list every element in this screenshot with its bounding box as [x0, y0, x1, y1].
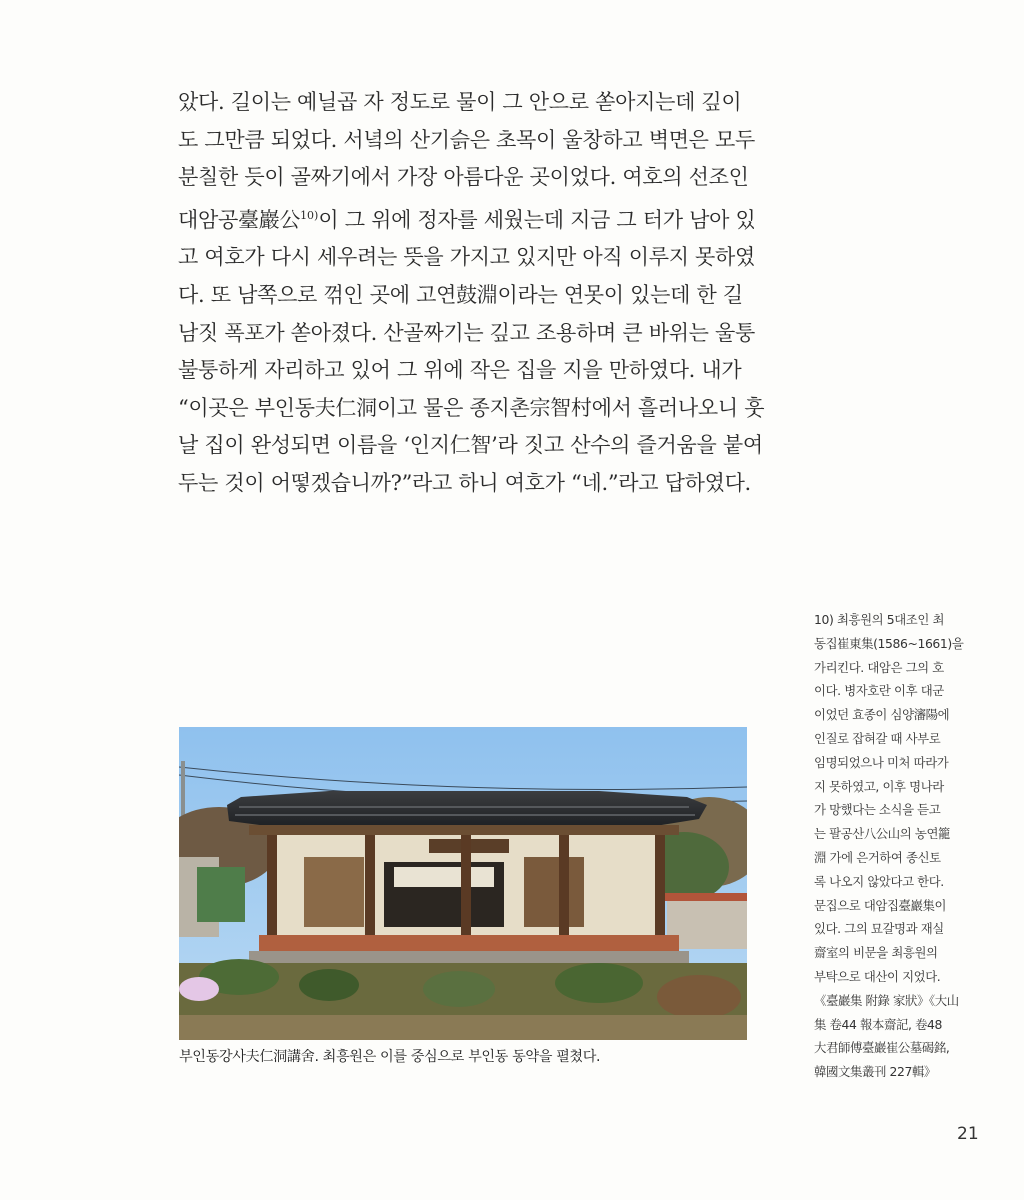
- foundation: [259, 935, 679, 953]
- body-line: 남짓 폭포가 쏟아졌다. 산골짜기는 깊고 조용하며 큰 바위는 울퉁: [178, 320, 756, 345]
- roof: [227, 791, 707, 827]
- window-panel: [394, 867, 494, 887]
- footnote-line: 문집으로 대암집臺巖集이: [814, 897, 947, 913]
- eave: [249, 825, 679, 835]
- ground: [179, 1015, 747, 1040]
- photo-caption: 부인동강사夫仁洞講舍. 최흥원은 이를 중심으로 부인동 동약을 펼쳤다.: [179, 1049, 601, 1065]
- body-line: 분칠한 듯이 골짜기에서 가장 아름다운 곳이었다. 여호의 선조인: [178, 165, 749, 190]
- pillar: [461, 835, 471, 947]
- photo-illustration: [179, 727, 747, 1040]
- footnote-line: 록 나오지 않았다고 한다.: [814, 873, 944, 889]
- footnote-reference[interactable]: 10): [300, 208, 319, 222]
- footnote-line: 가 망했다는 소식을 듣고: [814, 802, 941, 818]
- page-number: 21: [957, 1124, 979, 1144]
- body-paragraph: [178, 84, 765, 503]
- footnote-line: 10) 최흥원의 5대조인 최: [814, 612, 945, 627]
- pillar: [559, 835, 569, 947]
- pillar: [267, 835, 277, 947]
- footnote-line: 韓國文集叢刊 227輯》: [814, 1064, 936, 1080]
- body-line: 고 여호가 다시 세우려는 뜻을 가지고 있지만 아직 이루지 못하였: [178, 245, 756, 270]
- footnote: [814, 608, 984, 1084]
- shrub: [555, 963, 643, 1003]
- footnote-line: 《臺巖集 附錄 家狀》《大山: [814, 992, 959, 1008]
- shrub: [299, 969, 359, 1001]
- flowers: [179, 977, 219, 1001]
- footnote-line: 지 못하였고, 이후 명나라: [814, 778, 944, 794]
- shrub: [657, 975, 741, 1019]
- body-line: 날 집이 완성되면 이름을 ‘인지仁智’라 짓고 산수의 즐거움을 붙여: [178, 433, 763, 458]
- footnote-line: 부탁으로 대산이 지었다.: [814, 968, 941, 984]
- footnote-line: 임명되었으나 미처 따라가: [814, 754, 949, 770]
- footnote-line: 集 卷44 報本齋記, 卷48: [814, 1016, 943, 1032]
- footnote-line: 는 팔공산八公山의 농연籠: [814, 826, 951, 842]
- body-line-segment: 이 그 위에 정자를 세웠는데 지금 그 터가 남아 있: [318, 207, 756, 232]
- footnote-line: 齋室의 비문을 최흥원의: [814, 945, 938, 961]
- footnote-line: 이다. 병자호란 이후 대군: [814, 683, 944, 699]
- footnote-line: 가리킨다. 대암은 그의 호: [814, 659, 944, 675]
- body-line: 두는 것이 어떻겠습니까?”라고 하니 여호가 “네.”라고 답하였다.: [178, 470, 751, 495]
- footnote-line: 大君師傅臺巖崔公墓碣銘,: [814, 1040, 950, 1056]
- body-line: 도 그만큼 되었다. 서녘의 산기슭은 초목이 울창하고 벽면은 모두: [178, 127, 756, 152]
- footnote-line: 이었던 효종이 심양瀋陽에: [814, 707, 950, 723]
- body-line: 았다. 길이는 예닐곱 자 정도로 물이 그 안으로 쏟아지는데 깊이: [178, 90, 742, 114]
- footnote-line: 있다. 그의 묘갈명과 재실: [814, 921, 944, 937]
- pillar: [365, 835, 375, 947]
- footnote-line: 淵 가에 은거하여 종신토: [814, 849, 941, 865]
- body-line-segment: 대암공臺巖公: [178, 207, 301, 232]
- room-door: [304, 857, 364, 927]
- body-line: “이곳은 부인동夫仁洞이고 물은 종지촌宗智村에서 흘러나오니 훗: [178, 395, 765, 420]
- pillar: [655, 835, 665, 947]
- photo-bunindong-gangsa: [179, 727, 747, 1040]
- body-line: 불퉁하게 자리하고 있어 그 위에 작은 집을 지을 만하였다. 내가: [178, 358, 742, 383]
- footnote-line: 인질로 잡혀갈 때 사부로: [814, 730, 941, 746]
- footnote-line: 동집崔東集(1586~1661)을: [814, 635, 964, 651]
- room-door: [524, 857, 584, 927]
- wall-roof: [661, 893, 747, 901]
- body-line: [178, 197, 758, 240]
- green-gate: [197, 867, 245, 922]
- shrub: [423, 971, 495, 1007]
- body-line: 다. 또 남쪽으로 꺾인 곳에 고연鼓淵이라는 연못이 있는데 한 길: [178, 282, 743, 307]
